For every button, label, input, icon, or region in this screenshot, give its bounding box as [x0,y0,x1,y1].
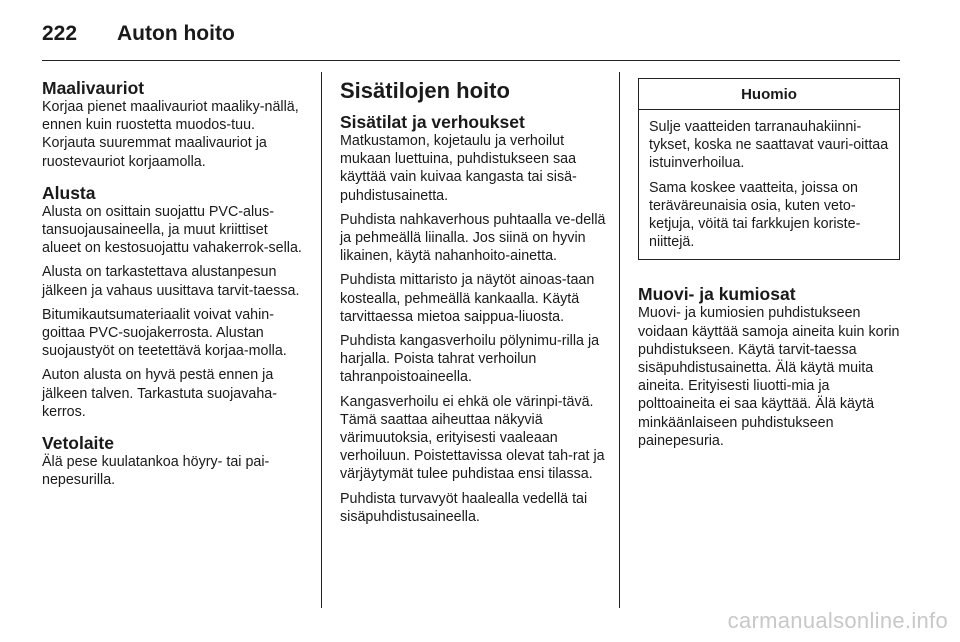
paragraph: Matkustamon, kojetaulu ja verhoilut mukaan luettuina, puhdistukseen saa käyttää vain kuivaa kangasta tai sisä-puhdistusainetta. [340,133,577,204]
paragraph: Kangasverhoilu ei ehkä ole värinpi-tävä. Tämä saattaa aiheuttaa näkyviä värimuutoksia, erityisesti vaaleaan verhoiluun. Poistettavissa olevat tah-rat ja värjäytymät tulee puhdistaa ensi tilassa. [340,393,605,483]
paragraph: Bitumikautsumateriaalit voivat vahin-goittaa PVC-suojakerrosta. Alustan suojaustyöt on teetettävä korjaa-molla. [42,306,287,360]
paragraph: Sama koskee vaatteita, joissa on teräväreunaisia osia, kuten veto-ketjuja, vöitä tai farkkujen koriste-niittejä. [649,179,861,251]
section-heading: Alusta [42,182,96,203]
page-number: 222 [42,22,78,45]
section-heading: Sisätilat ja verhoukset [340,112,525,132]
paragraph: Korjaa pienet maalivauriot maaliky-nällä, ennen kuin ruostetta muodos-tuu. Korjauta suuremmat maalivauriot ja ruostevauriot korjaamolla. [42,99,299,170]
note-body [639,110,899,259]
paragraph: Puhdista nahkaverhous puhtaalla ve-dellä ja pehmeällä liinalla. Jos siinä on hyvin likainen, käytä nahanhoito-ainetta. [340,211,606,265]
paragraph: Alusta on tarkastettava alustanpesun jälkeen ja vahaus uusittava tarvit-taessa. [42,264,300,299]
section-alusta [42,183,304,421]
running-title: Auton hoito [117,22,235,45]
paragraph: Puhdista kangasverhoilu pölynimu-rilla ja harjalla. Poista tahrat verhoilun tahranpoistoaineella. [340,333,600,386]
column-right [638,78,900,456]
paragraph: Älä pese kuulatankoa höyry- tai pai-nepesurilla. [42,454,270,489]
section-vetolaite [42,433,304,489]
watermark: carmanualsonline.info [727,608,948,633]
paragraph: Auton alusta on hyvä pestä ennen ja jälkeen talven. Tarkastuta suojavaha-kerros. [42,367,277,420]
chapter-title: Sisätilojen hoito [340,78,510,103]
note-box [638,78,900,260]
column-divider-right [619,72,620,608]
paragraph: Alusta on osittain suojattu PVC-alus-tansuojausaineella, ja muut kriittiset alueet on kestosuojattu vahakerrok-sella. [42,203,302,257]
paragraph: Puhdista mittaristo ja näytöt ainoas-taan kostealla, pehmeällä kankaalla. Käytä tarvittaessa mietoa saippua-liuosta. [340,272,595,325]
column-left [42,78,304,501]
paragraph: Puhdista turvavyöt haalealla vedellä tai sisäpuhdistusaineella. [340,490,588,525]
section-maalivauriot [42,78,304,171]
paragraph: Muovi- ja kumiosien puhdistukseen voidaan käyttää samoja aineita kuin korin puhdistukseen. Käytä tarvit-taessa sisäpuhdistusainetta. Älä käytä muita aineita. Erityisesti liuotti-mia ja polttoaineita ei saa käyttää. Älä käytä minkäänlaiseen puhdistukseen painepesuria. [638,305,900,449]
section-heading: Maalivauriot [42,78,145,98]
paragraph: Sulje vaatteiden tarranauhakiinni-tykset, koska ne saattavat vauri-oittaa istuinverhoilua. [649,119,889,172]
column-middle [340,78,606,532]
page-header [42,16,235,52]
section-heading: Muovi- ja kumiosat [638,284,796,305]
section-heading: Vetolaite [42,433,114,454]
column-divider-left [321,72,322,608]
header-rule [42,60,900,61]
note-title: Huomio [639,79,899,110]
